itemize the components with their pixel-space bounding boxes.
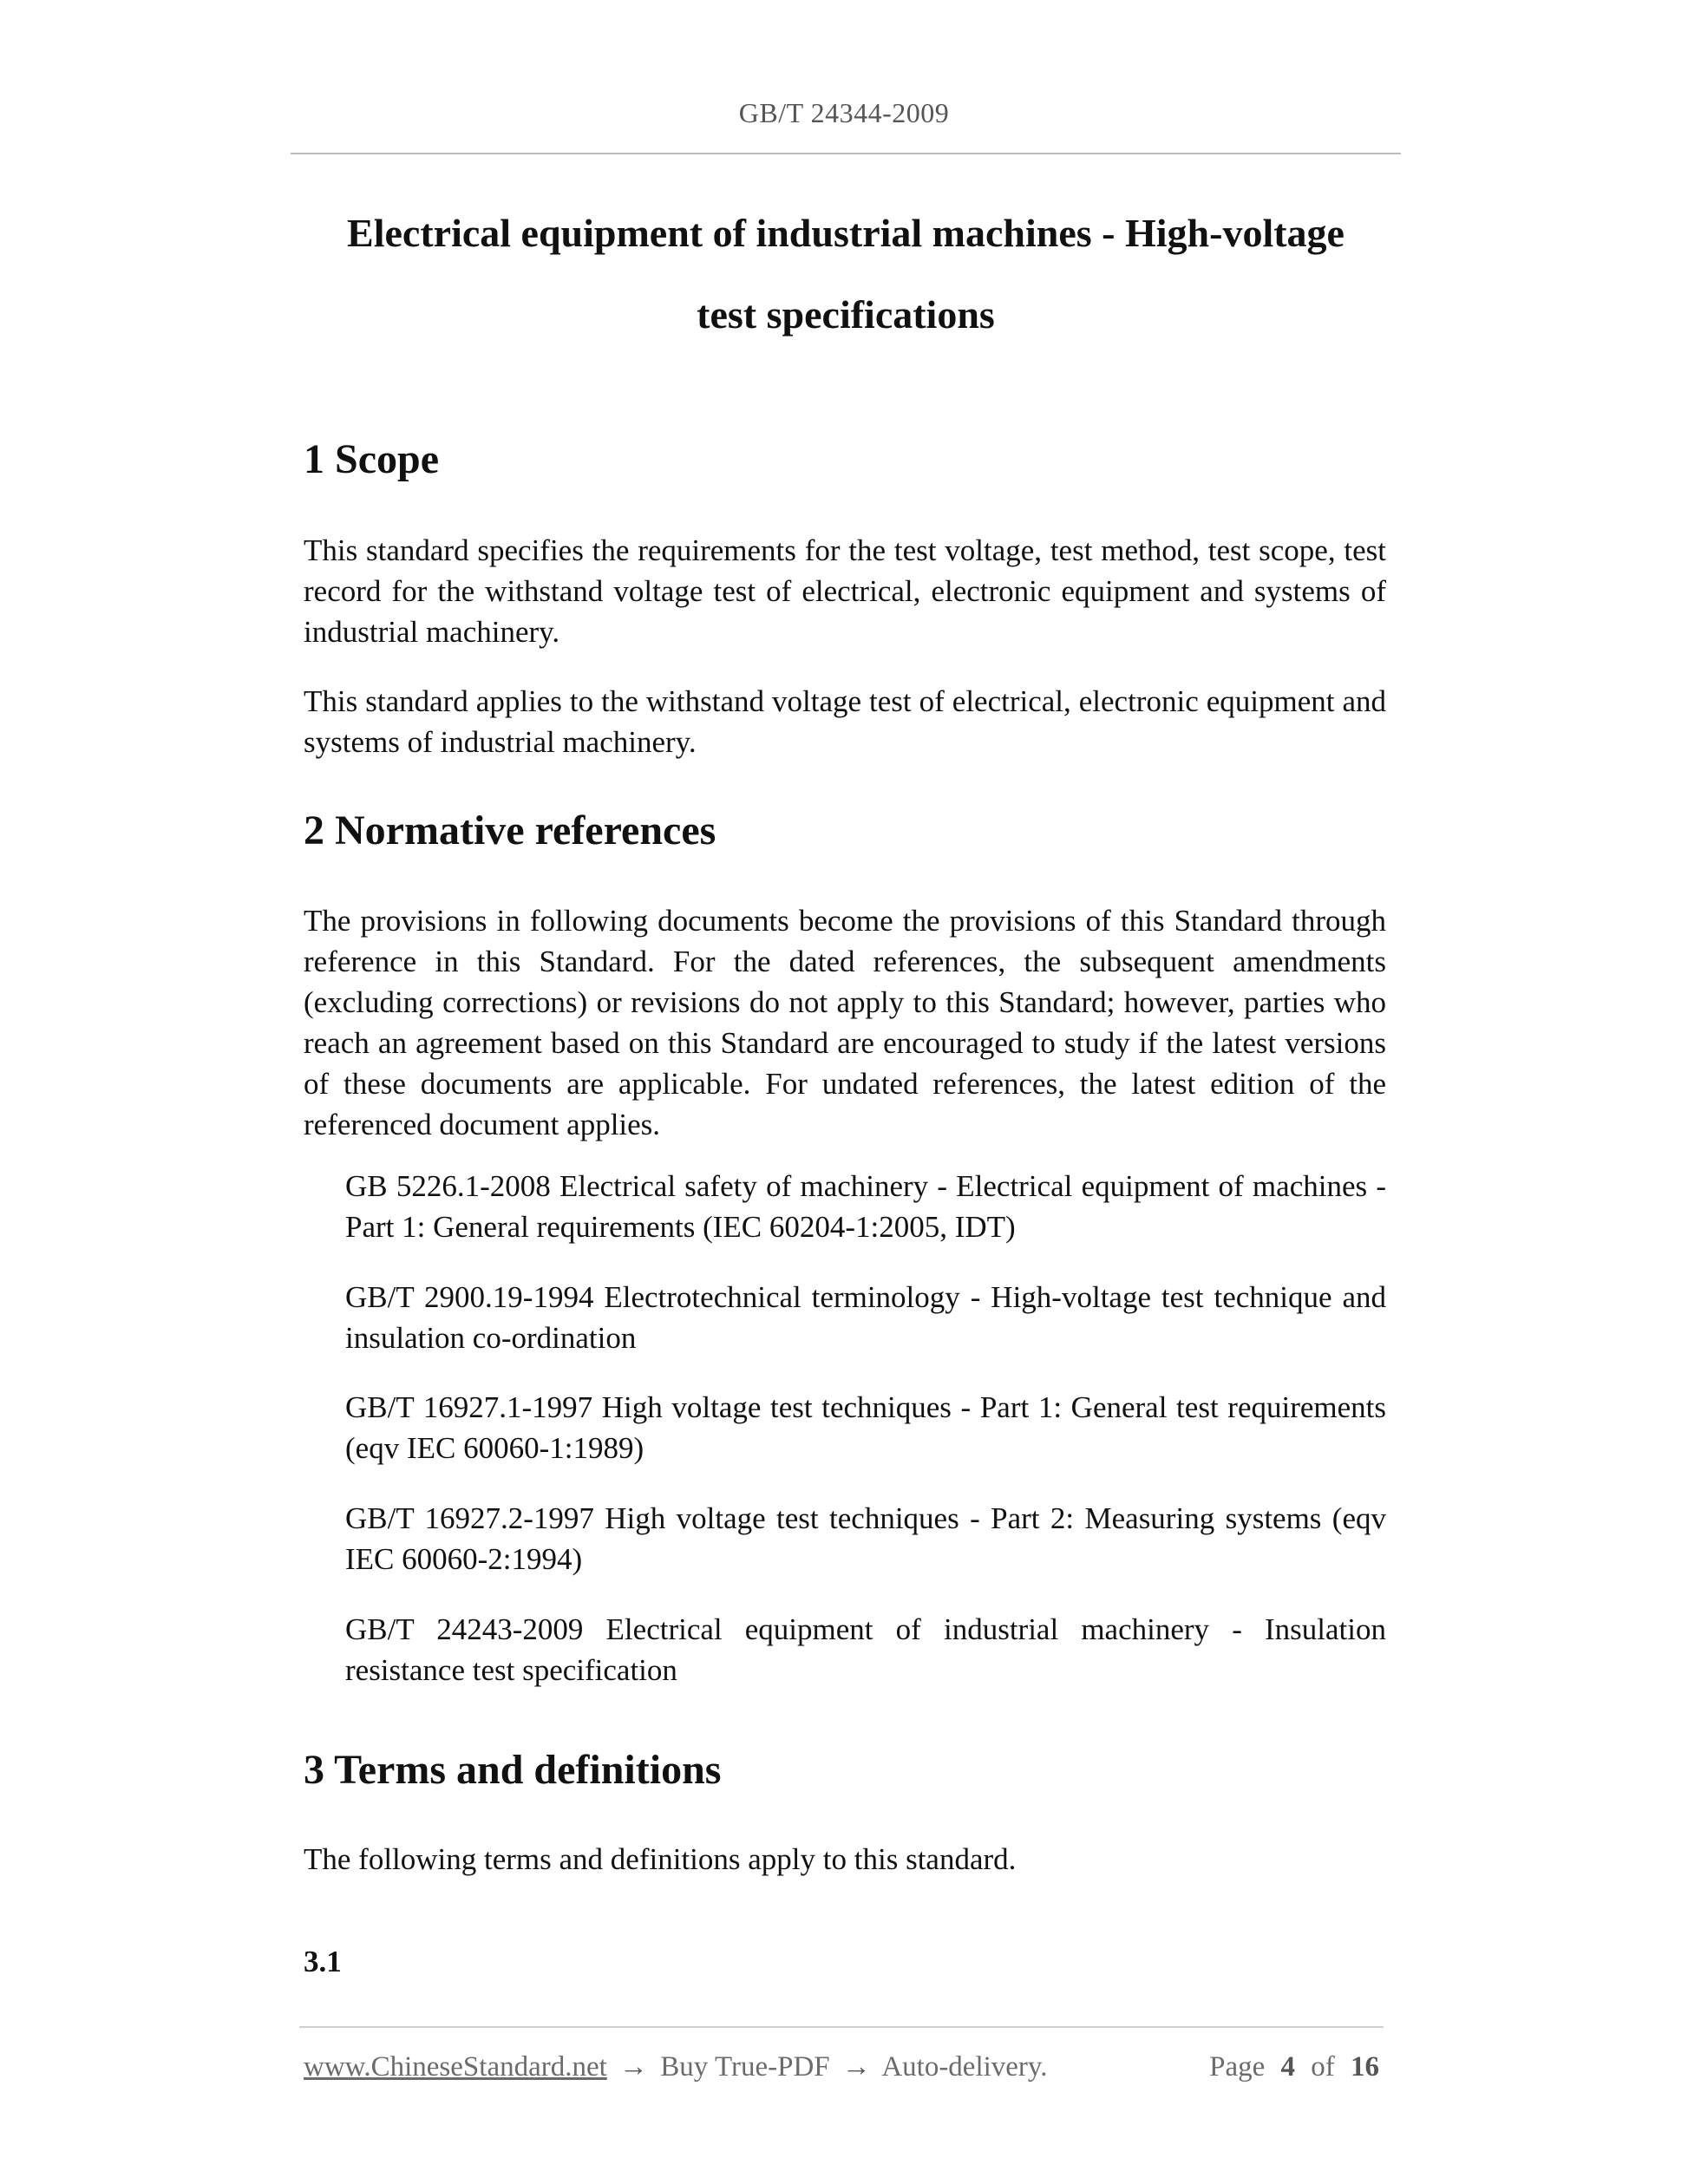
header-divider [291,153,1401,154]
of-label: of [1311,2051,1335,2083]
page-indicator [1209,2045,1379,2089]
reference-item: GB/T 16927.2-1997 High voltage test techniques - Part 2: Measuring systems (eqv IEC 60060-2:1994) [345,1501,1386,1576]
normative-references-intro: The provisions in following documents become the provisions of this Standard through reference in this Standard. For the dated references, the subsequent amendments (excluding corrections) or revisions do not apply to this Standard; however, parties who reach an agreement based on this Standard are encouraged to study if the latest versions of these documents are applicable. For undated references, the latest edition of the referenced document applies. [304,904,1386,1141]
page-footer [304,2045,1379,2089]
footer-promo [304,2045,1048,2089]
buy-text: Buy True-PDF [660,2051,830,2083]
scope-paragraph: This standard specifies the requirements for the test voltage, test method, test scope, test record for the withstand voltage test of electrical, electronic equipment and systems of industrial machinery. [304,533,1386,649]
terms-intro: The following terms and definitions apply to this standard. [304,1842,1017,1876]
running-header: GB/T 24344-2009 [738,97,950,128]
document-title [291,193,1401,356]
total-pages-number: 16 [1351,2051,1379,2083]
scope-paragraph: This standard applies to the withstand voltage test of electrical, electronic equipment and systems of industrial machinery. [304,684,1386,759]
reference-item: GB/T 2900.19-1994 Electrotechnical terminology - High-voltage test technique and insulation co-ordination [345,1280,1386,1355]
page-label: Page [1209,2051,1266,2083]
reference-item: GB/T 16927.1-1997 High voltage test techniques - Part 1: General test requirements (eqv IEC 60060-1:1989) [345,1390,1386,1465]
site-link[interactable]: www.ChineseStandard.net [304,2051,607,2083]
section-heading-normative-references: 2 Normative references [304,808,716,853]
arrow-right-icon: → [841,2051,871,2083]
current-page-number: 4 [1280,2051,1295,2083]
arrow-right-icon: → [619,2051,649,2083]
reference-item: GB/T 24243-2009 Electrical equipment of industrial machinery - Insulation resistance test specification [345,1612,1386,1687]
document-title-line-1: Electrical equipment of industrial machines - High-voltage [347,211,1345,255]
footer-divider [299,2026,1384,2028]
section-heading-terms-and-definitions: 3 Terms and definitions [304,1747,722,1793]
clause-number: 3.1 [304,1945,342,1978]
document-title-line-2: test specifications [697,292,995,337]
delivery-text: Auto-delivery. [881,2051,1048,2083]
reference-item: GB 5226.1-2008 Electrical safety of machinery - Electrical equipment of machines - Part 1: General requirements (IEC 60204-1:2005, IDT) [345,1169,1386,1244]
section-heading-scope: 1 Scope [304,436,439,482]
